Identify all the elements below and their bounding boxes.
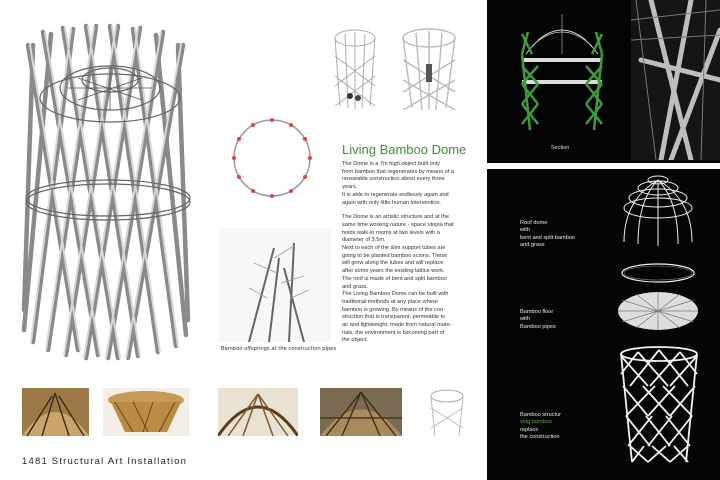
text-line: traditional methods at any place where [342,298,438,305]
label-line: with [520,316,530,323]
description-text [342,161,474,345]
text-line: holds walk-in rooms at two levels with a [342,229,440,236]
text-line: again with only little human intervention. [342,199,442,206]
photo-thumbnail-4 [320,388,402,436]
text-line: years. [342,184,358,191]
bamboo-floor-label [520,309,556,331]
label-line: with [520,227,530,234]
photo-thumbnail-1 [22,388,89,436]
text-line: after some years the existing lattice work. [342,268,445,275]
section-drawing [508,14,616,132]
bamboo-tower-render [18,20,193,365]
label-line: Bamboo pipes [520,323,556,330]
page-title: Living Bamboo Dome [342,142,467,157]
label-line: replace [520,426,539,433]
description-paragraph-1 [342,161,474,207]
text-line: The Dome is an artistic structure and at the [342,214,449,221]
text-line: bamboo is growing. By means of the con- [342,306,445,313]
text-line: the object. [342,337,368,344]
label-line: Roof dome [520,220,548,226]
tower-sketch-thumbnail [330,26,380,110]
floor-plan-ring [226,112,318,204]
roof-dome-label [520,220,575,250]
photo-thumbnail-3 [218,388,298,436]
description-paragraph-2 [342,214,474,345]
text-line: The Living Bamboo Dome can be built with [342,291,449,298]
section-caption: Section [551,145,570,151]
text-line: from bamboo that regenerates by means of a [342,168,454,175]
text-line: renewable construction about every three [342,176,445,183]
ring-exploded [620,262,696,284]
label-line: Bamboo structur [520,412,562,418]
text-line: diameter of 3,5m. [342,237,386,244]
text-line: and grass. [342,283,369,290]
text-line: The Dome is a 7m high object built only [342,161,440,167]
text-line: rials, the environment is becoming part of [342,329,445,336]
roof-dome-exploded [618,170,698,248]
label-line: and grass [520,242,545,249]
label-line: Bamboo floor [520,309,554,315]
text-line: struction that is transparent, permeable to [342,314,446,321]
text-line: It is able to regenerate endlessly again and [342,191,449,198]
label-line: bent and split bamboo [520,234,576,241]
tower-interior-render [631,0,720,160]
text-line: going to be planted bamboo scions. These [342,252,448,259]
tower-render-thumbnail [398,26,460,110]
page-footer: 1481 Structural Art Installation [22,456,188,467]
bamboo-structure-exploded [618,346,700,464]
bamboo-offspring-sketch [219,228,331,342]
text-line: air and lightweight, made from natural mate- [342,322,452,329]
label-line: the construction [520,434,560,441]
photo-thumbnail-5 [425,388,469,436]
panel-divider [487,163,720,169]
sketch-caption: Bamboo offsprings at the construction pipes [221,346,337,352]
text-line: Next to each of the slim support tubes are [342,245,446,252]
text-line: The roof is made of bent and split bamboo [342,275,447,282]
photo-thumbnail-2 [103,388,189,436]
text-line: will grow along the tubes and will replace [342,260,444,267]
bamboo-floor-exploded [616,290,700,332]
text-line: same time working nature - space utopia that [342,221,454,228]
bamboo-structure-label [520,412,561,442]
label-line-highlight: ving bamboo [520,419,553,426]
